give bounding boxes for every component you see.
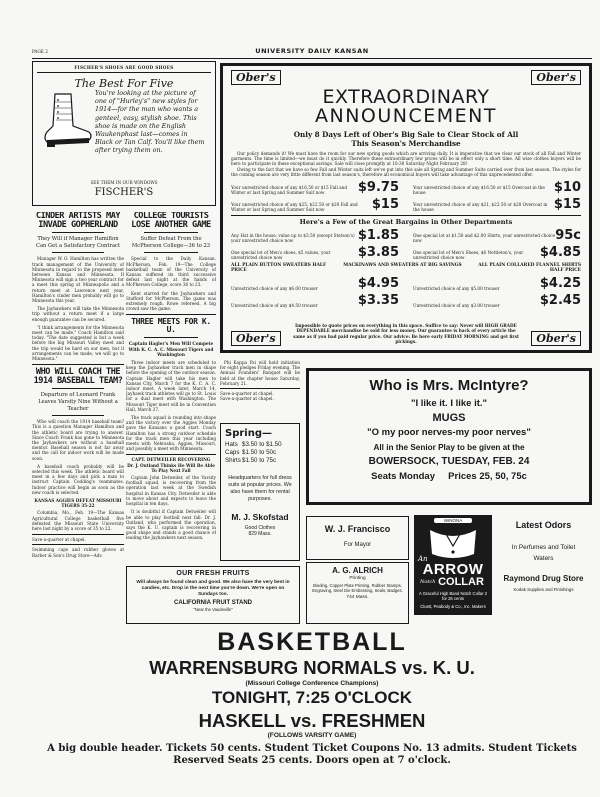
obers-ad bbox=[220, 63, 592, 353]
cinder-p2: The Jayhawkers will take the Minnesota trip without a return meet if a large enough guarantee can be secured. bbox=[32, 306, 124, 322]
spring-line-text: $1.50 to 75c bbox=[242, 457, 277, 464]
obers-bargains-title: Here's a Few of the Great Bargains in Other Departments bbox=[231, 215, 581, 226]
obers-logo-right: Ober's bbox=[531, 70, 581, 85]
obers-trouser-text: Unrestricted choice of any $3.00 trouser bbox=[413, 302, 500, 308]
mcintyre-line1: "I like it. I like it." bbox=[410, 398, 488, 409]
tourists-headline: COLLEGE TOURISTS LOSE ANOTHER GAME bbox=[131, 212, 211, 230]
fischers-title: The Best For Five bbox=[74, 77, 174, 91]
aggies-p1: Columbia, Mo., Feb. 19—The Kansas Agricultural College basketball five defeated the Missouri State University here last night by a score of 35 to 22. bbox=[32, 510, 124, 532]
skofstad-sub: Good Clothes bbox=[244, 525, 276, 531]
obers-half-right: ALL PLAIN COLLARED FLANNEL SHIRTS HALF PRICE bbox=[478, 262, 581, 274]
detweiler-headline: CAPT. DETWEILER RECOVERING bbox=[131, 457, 211, 463]
phi-kappa-text: Phi Kappa Psi will hold initiation for eight pledges Friday evening. The Annual Founders' Banquet will be held at the chapter house Saturday, February 21. bbox=[220, 360, 300, 386]
obers-logo-bl: Ober's bbox=[231, 331, 281, 346]
skofstad-name: M. J. Skofstad bbox=[231, 512, 289, 522]
obers-bargain-item bbox=[231, 228, 399, 243]
mcintyre-line4: All in the Senior Play to be given at the bbox=[373, 443, 525, 452]
mcintyre-line2: MUGS bbox=[432, 412, 466, 424]
obers-trouser-text: Unrestricted choice of any $4.50 trouser bbox=[231, 302, 318, 308]
obers-trouser-item bbox=[413, 276, 581, 291]
left-ad-line: Swimming caps and rubber gloves at Barber & Son's Drug Store—Adv. bbox=[32, 547, 124, 558]
coach-p2: A baseball coach probably will be selected this week. The athletic board will meet in a few days and pick a man to instruct Captain Codding's teammates. Indoor practice will begin as soon as the new coach is selected. bbox=[32, 463, 124, 495]
mcintyre-ad bbox=[306, 368, 592, 505]
coach-sub: Departure of Leonard Frank Leaves Varsity Nine Without a Teacher bbox=[38, 392, 118, 412]
obers-trouser-item bbox=[413, 293, 581, 308]
obers-trouser-text: Unrestricted choice of any $5.00 trouser bbox=[413, 285, 500, 291]
obers-suit-price: $10 bbox=[553, 179, 581, 195]
obers-bargain-text: One special lot of Men's Shoes, $6 Nettleton's, your unrestricted choice now bbox=[413, 249, 524, 260]
coach-headline: WHO WILL COACH THE 1914 BASEBALL TEAM? bbox=[33, 367, 123, 386]
obers-bargain-price: $3.85 bbox=[357, 244, 399, 260]
arrow-top: WINONA bbox=[434, 518, 472, 523]
skofstad-address: 829 Mass. bbox=[248, 531, 272, 537]
basketball-game1: WARRENSBURG NORMALS vs. K. U. bbox=[149, 657, 475, 678]
obers-bargain-text: Any Hat in the house, value up to $3.50 (except Stetson's) your unrestricted choice now bbox=[231, 232, 355, 243]
arrow-collar: COLLAR bbox=[438, 576, 484, 588]
fischers-ad bbox=[32, 61, 216, 206]
obers-trouser-price: $2.45 bbox=[539, 292, 581, 308]
obers-logo-br: Ober's bbox=[531, 331, 581, 346]
cinder-headline: CINDER ARTISTS MAY INVADE GOPHERLAND bbox=[35, 212, 121, 230]
spring-line-label: Hats bbox=[225, 441, 238, 448]
obers-trouser-item bbox=[231, 293, 399, 308]
obers-bargain-item bbox=[413, 245, 581, 260]
alrich-ad bbox=[306, 562, 409, 624]
obers-bargain-text: One special lot at $1.50 and $2.00 Shirts, your unrestricted choice now bbox=[413, 232, 555, 243]
shoe-illustration bbox=[41, 92, 93, 148]
cinder-sub: They Will if Manager Hamilton Can Get a Satisfactory Contract bbox=[35, 236, 121, 249]
obers-subtitle2: This Season's Merchandise bbox=[351, 138, 461, 148]
fruits-ad bbox=[126, 566, 300, 624]
obers-bargains-grid bbox=[231, 228, 581, 260]
fruits-text: Will always be found clean and good. We also have the very best in candies, etc. Drop in the next time you're down. We're open on Sundays too. bbox=[136, 580, 290, 597]
basketball-game2: HASKELL vs. FRESHMEN bbox=[198, 709, 426, 731]
obers-half-mid: MACKINAWS AND SWEATERS AT BIG SAVINGS bbox=[343, 262, 462, 268]
alrich-trade: Printing bbox=[349, 576, 366, 581]
spring-prices bbox=[225, 441, 295, 465]
obers-bargain-text: One special lot of Men's shoes, $5 values, your unrestricted choice now bbox=[231, 249, 331, 260]
basketball-game2-sub: (FOLLOWS VARSITY GAME) bbox=[267, 732, 357, 739]
arrow-an: An bbox=[418, 555, 428, 563]
fruits-title: OUR FRESH FRUITS bbox=[176, 570, 250, 577]
tourists-p2: Kent starred for the Jayhawkers and Stafford for McPherson. The game was extremely rough. Rowe refereed. A big crowd saw the game. bbox=[126, 290, 216, 312]
arrow-fine: A Graceful High Band Notch Collar 2 for 25 cents bbox=[419, 591, 487, 602]
obers-suit-item bbox=[231, 180, 399, 195]
obers-suits-grid bbox=[231, 180, 581, 212]
obers-title1: EXTRAORDINARY bbox=[322, 86, 490, 108]
meets-headline: THREE MEETS FOR K. U. bbox=[131, 317, 211, 335]
raymond-ad bbox=[495, 516, 592, 616]
obers-footer: Impossible to quote prices on everything in this space. Suffice to say: Never will HIGH GRADE DEPENDABLE merchandise be sold for less money. Our guarantee is back of every article the same as if you had paid regular price. Our advice: Be here early FRIDAY MORNING and get first pickings. bbox=[293, 323, 519, 344]
masthead-page: PAGE 2 bbox=[32, 49, 48, 54]
fischers-store: FISCHER'S bbox=[94, 187, 154, 198]
collar-icon bbox=[424, 526, 482, 562]
arrow-collar-ad bbox=[414, 515, 492, 615]
mcintyre-title: Who is Mrs. McIntyre? bbox=[369, 377, 529, 394]
obers-trousers-grid bbox=[231, 276, 581, 308]
obers-title2: ANNOUNCEMENT bbox=[315, 105, 497, 127]
obers-intro-p1: Our policy demands it! We must have the room for our new spring goods which are arriving daily. It is imperative that we clear our stock of all Fall and Winter garments. The time is limited—we must do it quickly. Therefore these extraordinary low prices will be in effect only a short time. All wise clothes buyers will be here to participate in these exceptional savings. Sale will close promptly at 10:30 Saturday Night February 28! bbox=[231, 150, 581, 167]
obers-suit-item bbox=[413, 180, 581, 195]
spring-line-text: $3.50 to $1.50 bbox=[242, 441, 282, 448]
mcintyre-line6: Seats Monday Prices 25, 50, 75c bbox=[371, 471, 527, 482]
obers-suit-price: $15 bbox=[553, 196, 581, 212]
alrich-address: 744 Mass. bbox=[346, 595, 369, 601]
fruits-sub: "Near the Vaudeville" bbox=[193, 607, 233, 613]
basketball-footer2: Reserved Seats 25 cents. Doors open at 7 o'clock. bbox=[173, 755, 451, 766]
cinder-p1: Manager W. O. Hamilton has written the track management of the University of Minnesota in regard to the proposed meet between Kansas and Minnesota. If Minnesota will sign a two year contract for a meet this spring at Minneapolis and a return meet at Lawrence next year, Hamilton's cinder men probably will go to Minnesota this year. bbox=[32, 256, 124, 303]
spring-line-label: Shirts bbox=[225, 457, 241, 464]
obers-bargain-price: $4.85 bbox=[539, 244, 581, 260]
spring-line-label: Caps bbox=[225, 449, 240, 456]
tourists-sub: Suffer Defeat From the McPherson College—36 to 23 bbox=[131, 236, 211, 249]
obers-bargain-price: 95c bbox=[555, 227, 581, 243]
mcintyre-line5: BOWERSOCK, TUESDAY, FEB. 24 bbox=[368, 456, 530, 467]
obers-suit-item bbox=[413, 197, 581, 212]
basketball-time: TONIGHT, 7:25 O'CLOCK bbox=[211, 687, 413, 707]
fischers-body: You're looking at the picture of one of "Hurley's" new styles for 1914—for the man who wants a genteel, easy, stylish shoe. This shoe is made on the English Waukenphast last—comes in Black or Tan Calf. You'll like them after trying them on. bbox=[95, 89, 205, 155]
francisco-office: For Mayor bbox=[343, 542, 372, 548]
obers-trouser-price: $4.95 bbox=[357, 275, 399, 291]
raymond-sub: Kodak Supplies and Finishings bbox=[513, 587, 574, 592]
obers-suit-text: Your unrestricted choice of any $25, $22.50 or $20 Fall and Winter or last Spring and Summer Suit now bbox=[231, 201, 358, 212]
meets-sub: Captain Hagler's Men Will Compete With K. C. A. C. Missouri Tigers and Washington bbox=[128, 341, 214, 357]
phi-kappa-notice1: Save-a-quarter at chapel. bbox=[220, 391, 274, 397]
detweiler-p2: It is doubtful if Captain Detweiler will be able to play football next fall. Dr. J. Outland, who performed the operation, says the K. U. captain is recovering in good shape and stands a good chance of leading the Jayhawkers next season. bbox=[126, 509, 216, 541]
phi-kappa-notice2: Save-a-quarter at chapel. bbox=[220, 396, 274, 402]
arrow-notch: Notch bbox=[420, 579, 436, 585]
tourists-p1: Special to the Daily Kansan. McPherson, Feb. 19—The College basketball team of the University of Kansas suffered its third successive defeat last night at the hands of McPherson College, score 36 to 23. bbox=[126, 256, 216, 288]
spring-line bbox=[225, 449, 295, 457]
basketball-game1-sub: (Missouri College Conference Champions) bbox=[245, 679, 379, 687]
middle-column bbox=[126, 212, 216, 567]
raymond-title: Latest Odors bbox=[515, 520, 572, 530]
obers-half-left: ALL PLAIN BUTTON SWEATERS HALF PRICE bbox=[231, 262, 327, 274]
obers-subtitle1: Only 8 Days Left of Ober's Big Sale to Clear Stock of All bbox=[293, 129, 519, 139]
fischers-see: SEE THEM IN OUR WINDOWS bbox=[90, 180, 158, 185]
obers-half-price-row bbox=[231, 263, 581, 274]
meets-p2: The track squad is rounding into shape and the victory over the Aggies Monday gave the Kansans a good start. Coach Hamilton has a strong outdoor schedule for the track men this year including meets with Nebraska, Aggies, Missouri, and possibly a meet with Minnesota. bbox=[126, 415, 216, 452]
obers-suit-text: Your unrestricted choice of any $16.50 or $15 Overcoat in the house bbox=[413, 184, 545, 195]
detweiler-p1: Captain John Detweiler, of the Varsity football squad, is recovering from the operation last week at the Swedish hospital in Kansas City. Detweiler is able to move about and expects to leave the hospital in ten days. bbox=[126, 475, 216, 507]
alrich-name: A. G. ALRICH bbox=[332, 566, 383, 575]
obers-suit-item bbox=[231, 197, 399, 212]
spring-line bbox=[225, 457, 295, 465]
fruits-store: CALIFORNIA FRUIT STAND bbox=[174, 600, 252, 607]
basketball-footer1: A big double header. Tickets 50 cents. Student Ticket Coupons No. 13 admits. Student Tickets bbox=[47, 743, 577, 754]
cinder-p3: "I think arrangements for the Minnesota meet can be made," Coach Hamilton said today. "The date suggested is but a week before the big Missouri Valley meet and the trip would be hard on our men, but if arrangements can be made, we will go to Minnesota." bbox=[32, 324, 124, 362]
spring-line-text: $1.50 to 50c bbox=[242, 449, 277, 456]
masthead-title: UNIVERSITY DAILY KANSAN bbox=[255, 47, 369, 55]
obers-suit-text: Your unrestricted choice of any $21, $22.50 or $20 Overcoat in the house bbox=[413, 201, 548, 212]
obers-trouser-price: $3.35 bbox=[357, 292, 399, 308]
obers-suit-text: Your unrestricted choice of any $16.50 or $15 Fall and Winter or last Spring and Summer Suit now bbox=[231, 184, 348, 195]
spring-line bbox=[225, 441, 295, 449]
obers-intro-p2: Owing to the fact that we have so few Fall and Winter suits left we've put into this sale all Spring and Summer Suits carried over from last season. The styles for the coming season are very little different from last season's, therefore all economical buyers will take advantage of this unprecedented offer. bbox=[231, 166, 581, 177]
obers-bargain-item bbox=[413, 228, 581, 243]
obers-bargain-price: $1.85 bbox=[357, 227, 399, 243]
francisco-ad bbox=[306, 516, 409, 560]
left-column bbox=[32, 212, 124, 620]
spring-note: Headquarters for full dress suits at popular prices. We also have them for rental purposes. bbox=[228, 475, 292, 502]
obers-trouser-price: $4.25 bbox=[539, 275, 581, 291]
basketball-title: BASKETBALL bbox=[217, 628, 407, 656]
raymond-line2: Waters bbox=[533, 555, 554, 562]
left-notice: Save-a-quarter at chapel. bbox=[32, 537, 86, 543]
masthead-rule bbox=[32, 58, 592, 59]
obers-suit-price: $9.75 bbox=[357, 179, 399, 195]
fischers-strip: FISCHER'S SHOES ARE GOOD SHOES bbox=[37, 65, 211, 73]
detweiler-sub: Dr. J. Outland Thinks He Will Be Able To Play Next Fall bbox=[127, 462, 215, 473]
obers-logo-left: Ober's bbox=[231, 70, 281, 85]
aggies-headline: KANSAS AGGIES DEFEAT MISSOURI TIGERS 35-22 bbox=[34, 498, 122, 509]
raymond-line1: In Perfumes and Toilet bbox=[511, 544, 576, 551]
arrow-maker: Cluett, Peabody & Co., Inc. Makers bbox=[420, 604, 486, 609]
coach-p1: Who will coach the 1914 baseball team? This is a question Manager Hamilton and the athletic board are trying to answer. Since Coach Frank has gone to Minnesota the Jayhawkers are without a baseball mentor. Baseball season is not far away and the call for indoor work will be made soon. bbox=[32, 419, 124, 461]
basketball-ad bbox=[32, 630, 592, 790]
alrich-services: Binding, Copper Plate Printing, Rubber Stamps, Engraving, Steel Die Embossing, Seals, Badges. bbox=[312, 583, 403, 594]
mcintyre-line3: "O my poor nerves-my poor nerves" bbox=[367, 427, 531, 438]
skofstad-ad bbox=[220, 423, 300, 561]
obers-trouser-item bbox=[231, 276, 399, 291]
spring-title: Spring— bbox=[225, 428, 272, 439]
arrow-brand: ARROW bbox=[422, 561, 484, 578]
francisco-name: W. J. Francisco bbox=[324, 524, 391, 534]
phi-kappa-notice bbox=[220, 360, 300, 420]
obers-trouser-text: Unrestricted choice of any $6.00 trouser bbox=[231, 285, 318, 291]
raymond-store: Raymond Drug Store bbox=[503, 574, 584, 583]
obers-suit-price: $15 bbox=[371, 196, 399, 212]
obers-bargain-item bbox=[231, 245, 399, 260]
masthead bbox=[32, 47, 592, 57]
meets-p1: Three indoor meets are scheduled to keep the Jayhawker track men in shape before the opening of the outdoor season. Captain Hagler will take his men to Kansas City, March 7 for the K. C. A. C. indoor meet. A week later, March 14, Jayhawk track athletes will go to St. Louis for a dual meet with Washington. The Missouri Tiger meet will be in Convention Hall, March 27. bbox=[126, 360, 216, 412]
